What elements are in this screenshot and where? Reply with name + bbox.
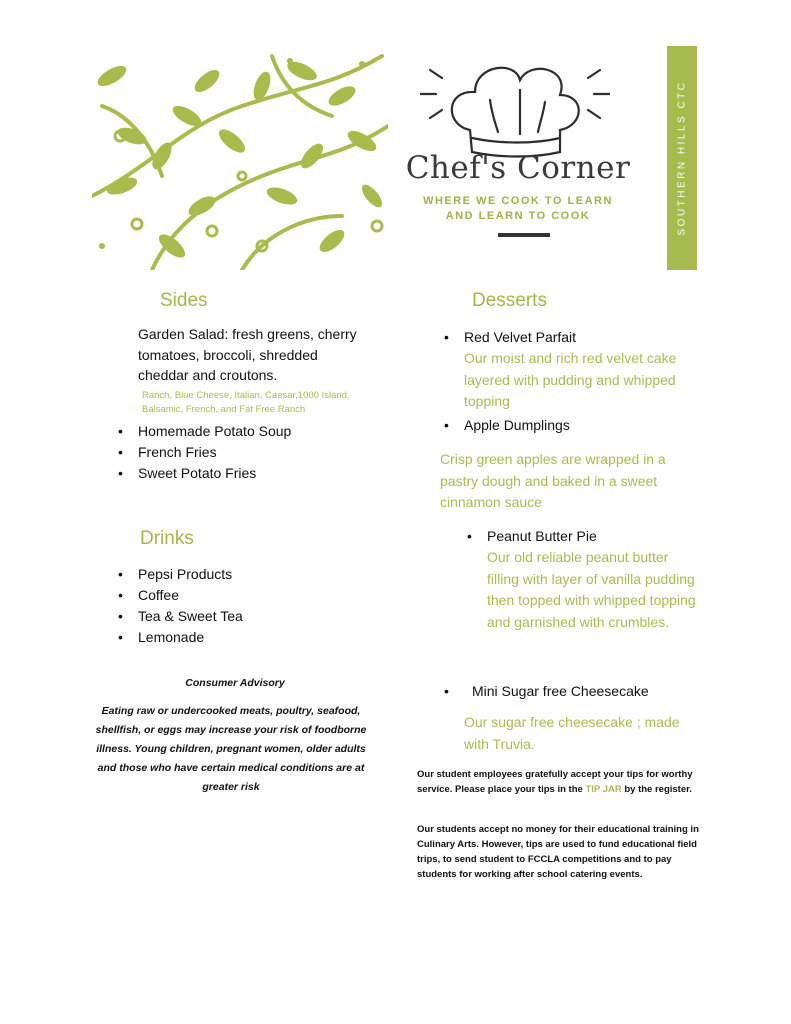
dessert-description: Our old reliable peanut butter filling with layer of vanilla pudding then topped with whipped topping and garnished with crumbles. <box>487 549 696 630</box>
dessert-item-apple-dumplings <box>444 415 704 436</box>
list-item: • Coffee <box>118 585 358 606</box>
tagline <box>400 194 636 224</box>
dessert-item-peanut-butter-pie <box>467 526 697 633</box>
list-item: • Homemade Potato Soup <box>118 421 378 442</box>
list-item: • Tea & Sweet Tea <box>118 606 358 627</box>
sides-heading: Sides <box>160 290 208 311</box>
side-band <box>667 46 697 270</box>
garden-salad-item: Garden Salad: fresh greens, cherry tomatoes, broccoli, shredded cheddar and croutons. <box>138 326 357 383</box>
tagline-line-2: AND LEARN TO COOK <box>445 210 591 222</box>
dessert-name: • Mini Sugar free Cheesecake <box>444 681 704 702</box>
vine-pattern-icon <box>92 46 388 270</box>
tip-jar-highlight: TIP JAR <box>585 784 622 795</box>
list-item: • French Fries <box>118 442 378 463</box>
list-item: • Sweet Potato Fries <box>118 463 378 484</box>
dessert-description: Crisp green apples are wrapped in a pastry dough and baked in a sweet cinnamon sauce <box>440 451 666 510</box>
tips-paragraph-2: Our students accept no money for their educational training in Culinary Arts. However, tips are used to fund educational field trips, to send student to FCCLA competitions and to pay students for working after school catering events. <box>417 824 699 880</box>
advisory-title: Consumer Advisory <box>185 677 285 689</box>
dessert-name: • Apple Dumplings <box>444 415 704 436</box>
dessert-name: • Red Velvet Parfait <box>444 327 704 348</box>
side-band-label: SOUTHERN HILLS CTC <box>676 80 688 236</box>
dessert-item-red-velvet <box>444 327 704 413</box>
tips-text: Our student employees gratefully accept your tips for worthy service. Please place your tips in the <box>417 769 693 795</box>
dessert-description: Our sugar free cheesecake ; made with Truvia. <box>464 714 680 752</box>
list-item: • Pepsi Products <box>118 564 358 585</box>
dessert-description: Our moist and rich red velvet cake layered with pudding and whipped topping <box>464 350 677 409</box>
drinks-heading: Drinks <box>140 528 194 549</box>
chef-hat-icon <box>420 60 610 160</box>
tips-text: by the register. <box>621 784 692 795</box>
brand-title: Chef's Corner <box>405 150 631 186</box>
dressing-options: Ranch, Blue Cheese, Italian, Caesar,1000 Island, Balsamic, French, and Fat Free Ranch <box>142 390 350 415</box>
drinks-list <box>118 564 358 648</box>
desserts-heading: Desserts <box>472 290 547 311</box>
title-divider <box>498 233 550 237</box>
tips-paragraph-1 <box>417 767 702 797</box>
list-item: • Lemonade <box>118 627 358 648</box>
dessert-item-cheesecake <box>444 681 704 702</box>
sides-list <box>118 421 378 484</box>
advisory-body: Eating raw or undercooked meats, poultry, seafood, shellfish, or eggs may increase your risk of foodborne illness. Young children, pregnant women, older adults and those who have certain medical conditions are at greater risk <box>95 705 367 793</box>
dessert-name: • Peanut Butter Pie <box>467 526 697 547</box>
tagline-line-1: WHERE WE COOK TO LEARN <box>423 195 613 207</box>
